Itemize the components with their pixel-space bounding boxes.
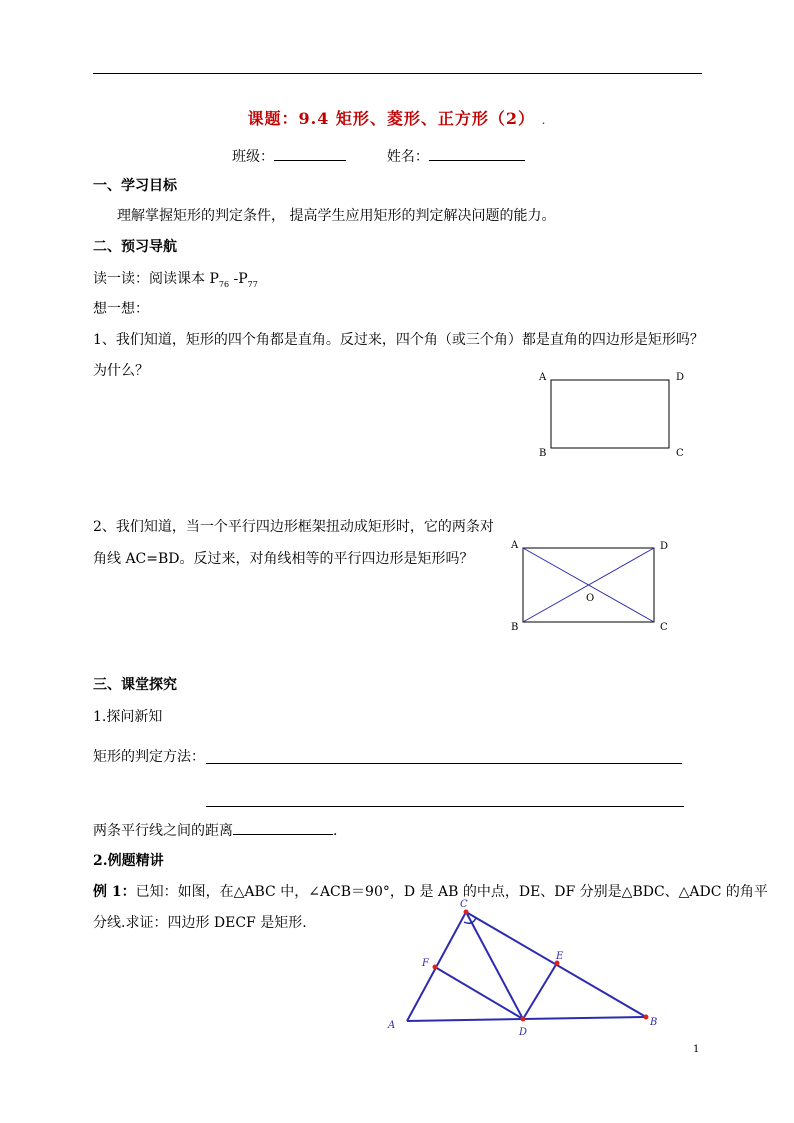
fig3-label-c: C [460, 899, 468, 910]
fig3-label-a: A [388, 1020, 396, 1031]
point-c [464, 910, 469, 915]
title-mark: . [541, 113, 547, 127]
name-blank[interactable] [429, 146, 525, 161]
class-blank[interactable] [274, 146, 346, 161]
title-text: 课题：9.4 矩形、菱形、正方形（2） [247, 109, 536, 128]
distance-label: 两条平行线之间的距离 [93, 823, 233, 839]
fig2-label-c: C [660, 622, 668, 633]
fig3-label-d: D [519, 1027, 528, 1037]
fig2-label-a: A [511, 540, 519, 551]
method-answer-line-2[interactable] [206, 806, 684, 807]
class-label: 班级： [232, 149, 274, 165]
page-number: 1 [693, 1044, 700, 1055]
section3-heading: 三、课堂探究 [93, 677, 177, 693]
example-subheading: 2.例题精讲 [93, 853, 164, 869]
method-answer-line-1[interactable] [206, 763, 682, 764]
class-name-row [232, 146, 525, 166]
read-line [93, 270, 258, 294]
fig3-label-e: E [556, 951, 564, 962]
read-page-end: 77 [247, 279, 258, 289]
segment-de [523, 963, 557, 1019]
rectangle-figure [530, 366, 690, 466]
page-title [0, 106, 794, 129]
fig1-label-c: C [676, 448, 684, 459]
distance-end: . [333, 823, 338, 839]
question1-line2: 为什么？ [93, 363, 149, 379]
fig3-label-f: F [422, 958, 429, 969]
distance-blank[interactable] [233, 820, 333, 835]
fig2-label-o: O [586, 593, 595, 604]
example-text-1: 已知：如图，在△ABC 中，∠ACB＝90°，D 是 AB 的中点，DE、DF 分别是△BDC、△ADC 的角平 [135, 884, 768, 900]
fig1-label-a: A [539, 372, 547, 383]
triangle-figure [380, 892, 680, 1037]
rectangle-shape [551, 380, 669, 448]
section1-text: 理解掌握矩形的判定条件， 提高学生应用矩形的判定解决问题的能力。 [117, 208, 556, 224]
fig2-label-d: D [660, 541, 669, 552]
method-label: 矩形的判定方法： [93, 749, 205, 765]
fig2-label-b: B [511, 622, 519, 633]
point-d [521, 1017, 526, 1022]
fig3-label-b: B [650, 1017, 658, 1028]
question2-line2: 角线 AC=BD。反过来，对角线相等的平行四边形是矩形吗？ [93, 551, 474, 567]
header-rule [93, 73, 702, 74]
example-label: 例 1： [93, 884, 136, 900]
point-b [644, 1015, 649, 1020]
think-label: 想一想： [93, 301, 149, 317]
fig1-label-d: D [676, 372, 685, 383]
read-mid: -P [229, 271, 248, 287]
read-prefix: 读一读：阅读课本 P [93, 271, 219, 287]
point-f [433, 965, 438, 970]
fig1-label-b: B [539, 448, 547, 459]
question2-line1: 2、我们知道，当一个平行四边形框架扭动成矩形时，它的两条对 [93, 519, 494, 535]
name-label: 姓名： [386, 149, 429, 165]
read-page-start: 76 [218, 279, 230, 289]
section2-heading: 二、预习导航 [93, 239, 177, 255]
side-ab [407, 1017, 646, 1021]
explore-subheading: 1.探问新知 [93, 709, 163, 725]
example-line2: 分线.求证：四边形 DECF 是矩形. [93, 915, 307, 931]
section1-heading: 一、学习目标 [93, 178, 177, 194]
distance-row [93, 820, 337, 840]
rectangle-diagonals-figure [505, 535, 675, 635]
question1-line1: 1、我们知道，矩形的四个角都是直角。反过来，四个角（或三个角）都是直角的四边形是矩形吗？ [93, 332, 704, 348]
